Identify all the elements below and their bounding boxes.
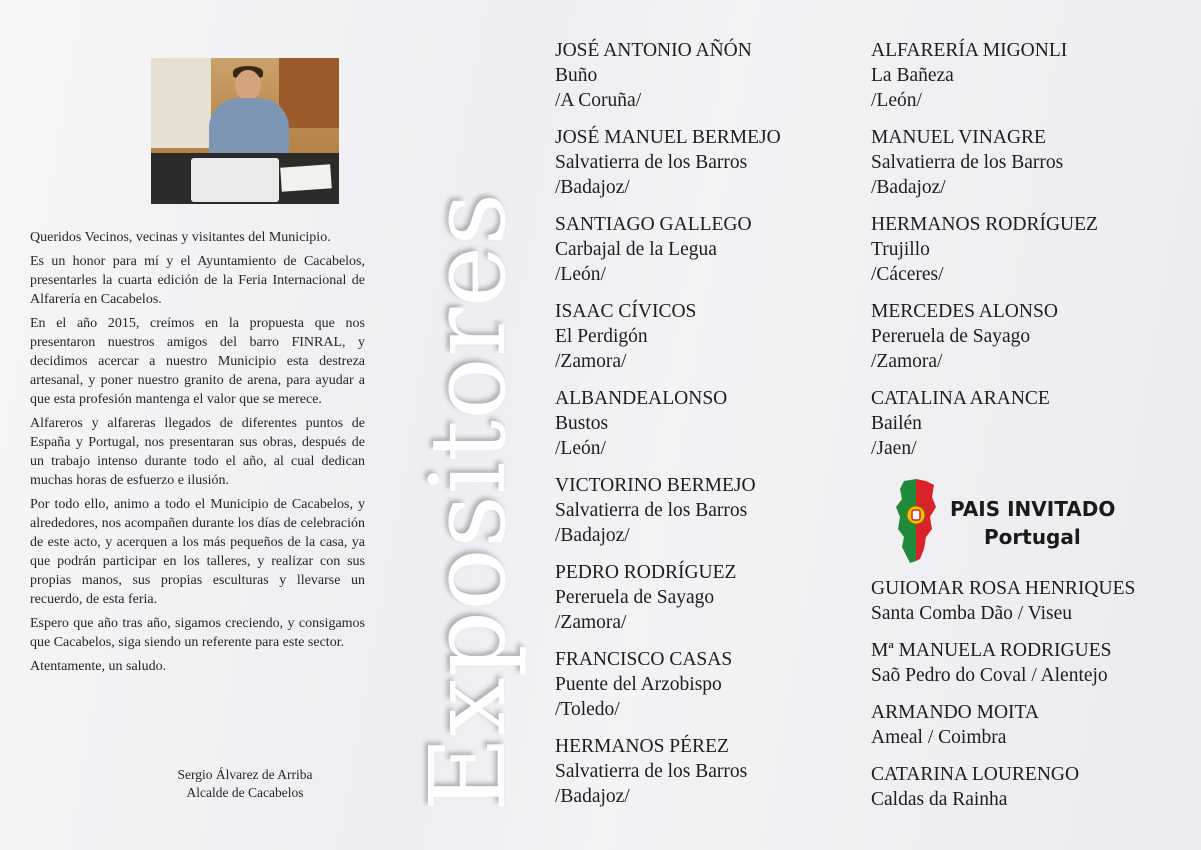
- exhibitor-name: CATARINA LOURENGO: [871, 764, 1080, 785]
- section-title: Expositores: [407, 192, 529, 812]
- exhibitor-name: GUIOMAR ROSA HENRIQUES: [871, 578, 1136, 599]
- exhibitor-region: /León/: [555, 438, 606, 459]
- exhibitor-name: FRANCISCO CASAS: [555, 649, 733, 670]
- letter-paragraph: En el año 2015, creímos en la propuesta que nos presentaron nuestros amigos del barro FINRAL, y decidimos acercar a nuestro Municipio esta destreza artesanal, y poner nuestro granito de arena, para ayudar a que esta profesión mantenga el valor que se merece.: [30, 316, 365, 407]
- exhibitor-region: /Cáceres/: [871, 264, 944, 285]
- exhibitor: [555, 473, 875, 548]
- exhibitor-region: /Toledo/: [555, 699, 620, 720]
- letter-paragraph: Alfareros y alfareras llegados de diferentes puntos de España y Portugal, nos presentaran sus obras, después de un trabajo intenso durante todo el año, al cual dedican muchas horas de esfuerzo e ilusión.: [30, 416, 365, 488]
- exhibitor: [555, 299, 875, 374]
- exhibitor-place: Buño: [555, 65, 598, 86]
- exhibitor-place: Bustos: [555, 413, 609, 434]
- exhibitor-region: /Zamora/: [555, 612, 627, 633]
- exhibitor-name: HERMANOS RODRÍGUEZ: [871, 214, 1098, 235]
- exhibitor-place: Carbajal de la Legua: [555, 239, 717, 260]
- signature: [150, 766, 340, 802]
- letter-paragraph: Atentamente, un saludo.: [30, 659, 167, 674]
- exhibitor: [871, 638, 1191, 688]
- exhibitor-region: /A Coruña/: [555, 90, 642, 111]
- exhibitor-place: La Bañeza: [871, 65, 954, 86]
- guest-country-name: Portugal: [984, 525, 1081, 549]
- exhibitor-name: ALBANDEALONSO: [555, 388, 728, 409]
- exhibitor-name: JOSÉ ANTONIO AÑÓN: [555, 40, 752, 61]
- exhibitor-name: CATALINA ARANCE: [871, 388, 1050, 409]
- exhibitor-name: JOSÉ MANUEL BERMEJO: [555, 127, 781, 148]
- exhibitor-region: /Zamora/: [871, 351, 943, 372]
- exhibitor: [555, 647, 875, 722]
- exhibitor-place: Pereruela de Sayago: [555, 587, 715, 608]
- exhibitors-column-a: [555, 38, 875, 821]
- letter-paragraph: Queridos Vecinos, vecinas y visitantes del Municipio.: [30, 230, 331, 245]
- exhibitor: [871, 762, 1191, 812]
- exhibitor-place: Salvatierra de los Barros: [871, 152, 1064, 173]
- exhibitor-place: Pereruela de Sayago: [871, 326, 1031, 347]
- exhibitor-place: El Perdigón: [555, 326, 648, 347]
- exhibitor-name: HERMANOS PÉREZ: [555, 736, 729, 757]
- exhibitors-column-portugal: [871, 576, 1191, 824]
- exhibitor: [555, 734, 875, 809]
- exhibitor: [871, 700, 1191, 750]
- exhibitor-place: Santa Comba Dão / Viseu: [871, 603, 1073, 624]
- mayor-photo: [151, 58, 339, 204]
- exhibitor-name: ALFARERÍA MIGONLI: [871, 40, 1068, 61]
- exhibitor-place: Ameal / Coimbra: [871, 727, 1007, 748]
- exhibitor-place: Trujillo: [871, 239, 930, 260]
- letter-paragraph: Espero que año tras año, sigamos creciendo, y consigamos que Cacabelos, siga siendo un referente para este sector.: [30, 616, 365, 650]
- exhibitor-region: /Badajoz/: [555, 786, 630, 807]
- exhibitor-name: SANTIAGO GALLEGO: [555, 214, 752, 235]
- exhibitor-name: MANUEL VINAGRE: [871, 127, 1046, 148]
- exhibitor-region: /León/: [555, 264, 606, 285]
- exhibitors-column-b: [871, 38, 1191, 473]
- exhibitor-region: /Badajoz/: [555, 177, 630, 198]
- exhibitor: [871, 299, 1191, 374]
- exhibitor-place: Caldas da Rainha: [871, 789, 1008, 810]
- exhibitor-name: MERCEDES ALONSO: [871, 301, 1058, 322]
- exhibitor: [555, 38, 875, 113]
- signature-title: Alcalde de Cacabelos: [186, 785, 304, 800]
- exhibitor-place: Salvatierra de los Barros: [555, 500, 748, 521]
- exhibitor-name: Mª MANUELA RODRIGUES: [871, 640, 1112, 661]
- welcome-letter: [30, 228, 365, 681]
- exhibitor-region: /Jaen/: [871, 438, 917, 459]
- exhibitor-region: /Badajoz/: [555, 525, 630, 546]
- exhibitor: [871, 125, 1191, 200]
- exhibitor-place: Saõ Pedro do Coval / Alentejo: [871, 665, 1108, 686]
- exhibitor-region: /Badajoz/: [871, 177, 946, 198]
- exhibitor-region: /León/: [871, 90, 922, 111]
- exhibitor: [871, 212, 1191, 287]
- exhibitor-place: Salvatierra de los Barros: [555, 152, 748, 173]
- guest-label: PAIS INVITADO: [950, 497, 1116, 521]
- exhibitor-place: Puente del Arzobispo: [555, 674, 722, 695]
- guest-country: [890, 477, 1150, 567]
- portugal-map-flag-icon: [890, 477, 942, 565]
- letter-paragraph: Por todo ello, animo a todo el Municipio de Cacabelos, y alrededores, nos acompañen durante los días de celebración de este acto, y acerquen a los más pequeños de la casa, ya que podrán participar en los talleres, y realizar con sus propias manos, sus propias esculturas y llevarse un recuerdo, de esta feria.: [30, 497, 365, 607]
- exhibitor: [555, 212, 875, 287]
- letter-paragraph: Es un honor para mí y el Ayuntamiento de Cacabelos, presentarles la cuarta edición de la Feria Internacional de Alfarería en Cacabelos.: [30, 254, 365, 307]
- exhibitor-name: ISAAC CÍVICOS: [555, 301, 697, 322]
- exhibitor: [555, 560, 875, 635]
- exhibitor-name: ARMANDO MOITA: [871, 702, 1039, 723]
- exhibitor-name: VICTORINO BERMEJO: [555, 475, 756, 496]
- exhibitor: [555, 386, 875, 461]
- exhibitor-region: /Zamora/: [555, 351, 627, 372]
- exhibitor-place: Salvatierra de los Barros: [555, 761, 748, 782]
- exhibitor-name: PEDRO RODRÍGUEZ: [555, 562, 737, 583]
- exhibitor: [871, 576, 1191, 626]
- exhibitor-place: Bailén: [871, 413, 922, 434]
- exhibitor: [555, 125, 875, 200]
- exhibitor: [871, 38, 1191, 113]
- exhibitor: [871, 386, 1191, 461]
- signature-name: Sergio Álvarez de Arriba: [177, 767, 313, 782]
